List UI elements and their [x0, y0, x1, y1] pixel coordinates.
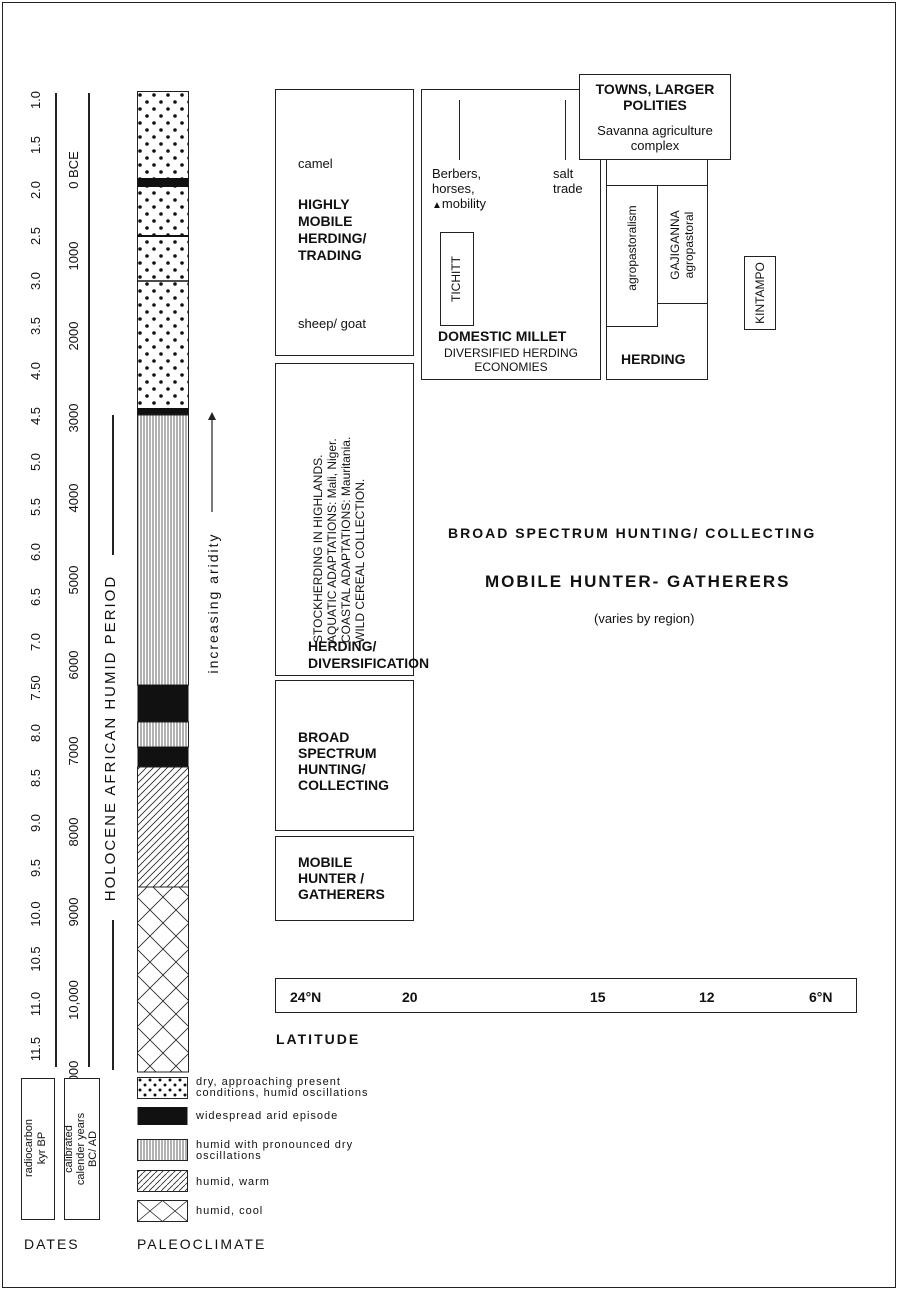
- humid-period-label: HOLOCENE AFRICAN HUMID PERIOD: [102, 574, 119, 902]
- tichitt-box: [440, 232, 474, 326]
- humid-period-line-bottom: [112, 920, 114, 1070]
- radiocarbon-tick: 2.5: [28, 226, 43, 245]
- towns-sub: Savanna agriculture complex: [597, 123, 713, 153]
- aridity-arrow: [204, 412, 220, 512]
- calendar-tick: 5000: [66, 565, 81, 595]
- gajiganna-labels: GAJIGANNA agropastoral: [668, 210, 696, 280]
- legend-black-text: widespread arid episode: [196, 1110, 339, 1122]
- paleoclimate-footer: PALEOCLIMATE: [137, 1236, 267, 1252]
- radiocarbon-tick: 1.0: [28, 90, 43, 110]
- segment-humid-warm: [138, 767, 189, 887]
- segment-humid-dry: [138, 415, 189, 685]
- calibrated-box: [64, 1078, 100, 1220]
- calendar-tick: 6000: [66, 650, 81, 680]
- radiocarbon-tick: 6.0: [28, 542, 43, 562]
- segment-arid-2: [138, 408, 189, 415]
- mobile-hunter-heading: MOBILE HUNTER- GATHERERS: [485, 572, 791, 591]
- domestic-millet-title: DOMESTIC MILLET: [438, 328, 567, 344]
- radiocarbon-tick: 6.5: [28, 588, 43, 607]
- gajiganna-box: [657, 185, 708, 304]
- tichitt-label: TICHITT: [449, 256, 463, 302]
- domestic-millet-sub: DIVERSIFIED HERDING ECONOMIES: [443, 346, 578, 374]
- calendar-tick: 4000: [66, 483, 81, 513]
- humid-period-line-top: [112, 415, 114, 555]
- radiocarbon-tick: 2.0: [28, 181, 43, 200]
- domestic-millet-box: [421, 89, 601, 380]
- broad-spectrum-box: [275, 680, 414, 831]
- salt-line: [565, 100, 566, 160]
- legend-dots-text: dry, approaching present conditions, humid oscillations: [196, 1076, 369, 1099]
- radiocarbon-tick: 1.5: [28, 136, 43, 155]
- calendar-tick: 9000: [66, 897, 81, 927]
- radiocarbon-tick: 5.5: [28, 497, 43, 516]
- broad-spectrum-title: BROAD SPECTRUM HUNTING/ COLLECTING: [298, 729, 389, 793]
- berbers-note: Berbers, horses, ▲mobility: [432, 166, 486, 211]
- herding-title: HERDING: [621, 351, 686, 367]
- calendar-tick: 10,000: [66, 980, 81, 1020]
- towns-polities-box: [579, 74, 731, 160]
- legend-swatches: [137, 1077, 189, 1223]
- kintampo-label: KINTAMPO: [753, 262, 767, 324]
- calibrated-key: calibrated calender years BC/ AD: [63, 1112, 99, 1186]
- legend-vlines-text: humid with pronounced dry oscillations: [196, 1139, 354, 1162]
- calendar-tick: 2000: [66, 321, 81, 351]
- legend-hatch-text: humid, warm: [196, 1176, 270, 1188]
- latitude-label: LATITUDE: [276, 1031, 361, 1047]
- highly-mobile-herding-box: [275, 89, 414, 356]
- agropastoralism-box: [606, 185, 658, 327]
- berbers-line: [459, 100, 460, 160]
- highly-mobile-title: HIGHLY MOBILE HERDING/ TRADING: [298, 196, 367, 263]
- radiocarbon-tick: 5.0: [28, 452, 43, 471]
- varies-note: (varies by region): [594, 611, 695, 626]
- sheep-goat-label: sheep/ goat: [298, 316, 366, 331]
- latitude-bar: [275, 978, 857, 1013]
- legend-cross-swatch: [138, 1201, 188, 1222]
- calendar-axis: [88, 93, 90, 1067]
- kintampo-box: [744, 256, 776, 330]
- latitude-tick-6: 6°N: [809, 989, 833, 1005]
- segment-arid-3: [138, 685, 189, 722]
- towns-title: TOWNS, LARGER POLITIES: [595, 81, 715, 113]
- broad-spectrum-heading: BROAD SPECTRUM HUNTING/ COLLECTING: [448, 525, 817, 541]
- legend-vlines-swatch: [138, 1140, 188, 1161]
- calendar-tick: 7000: [66, 736, 81, 766]
- legend-dots-swatch: [138, 1078, 188, 1099]
- radiocarbon-tick: 9.5: [28, 859, 43, 878]
- segment-humid-dry-2: [138, 722, 189, 747]
- latitude-tick-12: 12: [699, 989, 715, 1005]
- latitude-tick-15: 15: [590, 989, 606, 1005]
- triangle-icon: ▲: [432, 200, 442, 211]
- calendar-tick: 0 BCE: [66, 151, 81, 189]
- agropastoralism-label: agropastoralism: [625, 205, 639, 291]
- radiocarbon-tick: 8.5: [28, 768, 43, 788]
- radiocarbon-tick: 3.5: [28, 316, 43, 336]
- aridity-label: increasing aridity: [205, 532, 221, 674]
- radiocarbon-tick: 10.5: [28, 946, 43, 972]
- herding-diversification-box: [275, 363, 430, 676]
- segment-arid-1: [138, 178, 189, 187]
- calendar-tick: 3000: [66, 403, 81, 433]
- calendar-tick: 8000: [66, 817, 81, 847]
- radiocarbon-tick: 10.0: [28, 900, 43, 927]
- dates-footer: DATES: [24, 1236, 80, 1252]
- radiocarbon-tick: 7.0: [28, 633, 43, 652]
- radiocarbon-tick: 11.0: [28, 991, 43, 1017]
- radiocarbon-tick: 9.0: [28, 814, 43, 833]
- radiocarbon-axis: [55, 93, 57, 1067]
- diversification-notes: STOCKHERDING IN HIGHLANDS. AQUATIC ADAPTATIONS: Mali, Niger. COASTAL ADAPTATIONS: Mauritania. WILD CEREAL COLLECTION.: [311, 436, 367, 643]
- radiocarbon-tick: 7.50: [28, 674, 43, 701]
- radiocarbon-key: radiocarbon kyr BP: [23, 1118, 48, 1178]
- radiocarbon-tick: 4.0: [28, 362, 43, 381]
- camel-label: camel: [298, 156, 333, 171]
- paleoclimate-column: [137, 91, 189, 1073]
- legend-cross-text: humid, cool: [196, 1205, 264, 1217]
- herding-diversification-title: HERDING/ DIVERSIFICATION: [308, 638, 430, 671]
- legend-black-swatch: [138, 1107, 188, 1125]
- legend-hatch-swatch: [138, 1171, 188, 1192]
- latitude-tick-20: 20: [402, 989, 418, 1005]
- segment-arid-4: [138, 747, 189, 767]
- salt-trade-note: salt trade: [553, 166, 583, 196]
- segment-humid-cool: [138, 887, 189, 1072]
- segment-dry: [138, 92, 189, 415]
- radiocarbon-tick: 8.0: [28, 723, 43, 742]
- mobile-hunter-box: [275, 836, 414, 921]
- radiocarbon-tick: 3.0: [28, 271, 43, 290]
- radiocarbon-tick: 11.5: [28, 1037, 43, 1062]
- radiocarbon-tick: 4.5: [28, 407, 43, 426]
- mobile-hunter-title: MOBILE HUNTER / GATHERERS: [298, 854, 385, 902]
- calendar-tick: 1000: [66, 241, 81, 271]
- radiocarbon-box: [21, 1078, 55, 1220]
- latitude-tick-24: 24°N: [290, 989, 322, 1005]
